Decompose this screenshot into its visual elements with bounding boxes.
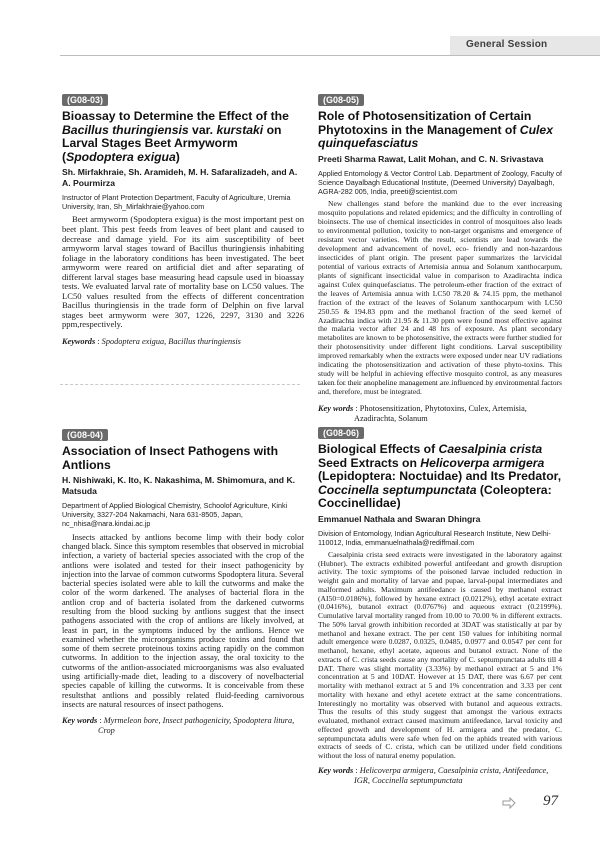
article-affiliation: Instructor of Plant Protection Department, Faculty of Agriculture, Uremia University, Iran, Sh_Mirfakhraie@yahoo.com — [62, 193, 291, 212]
page-number: 97 — [543, 793, 558, 809]
article-affiliation: Department of Applied Biological Chemistry, Schoolof Agriculture, Kinki University, 3327-204 Nakamachi, Nara 631-8505, Japan, nc_nhisa@nara.kindai.ac.jp — [62, 501, 288, 529]
session-label: General Session — [466, 39, 548, 50]
article-authors: Emmanuel Nathala and Swaran Dhingra — [318, 513, 481, 524]
article-code: (G08-04) — [62, 429, 108, 441]
article-affiliation: Applied Entomology & Vector Control Lab. Department of Zoology, Faculty of Science Dayalbagh Educational Institute, (Deemed University) Dayalbagh, AGRA-282 005, India, preeti@scientist.com — [318, 168, 562, 196]
article-g08-05 — [318, 90, 562, 424]
article-abstract: Insects attacked by antlions become limp with their body color changed black. Since this symptom resembles that observed in microbial infection, a variety of bacterial species associated with the crop of the antlions were isolated and tested for their insect pathogenicity by injection into the larvae of common cutworms Spodoptera litura. Several bacterial species isolated were able to kill the cutworms and make the color of the worm darkened. The analyses of bacterial flora in the antlion crop and of bacteria isolated from the darkened cutworms resulting from the blood sucking by antlions suggest that the insect pathogens associated with the crop of antlions are likely involved, at least in part, in the symptoms induced by the antlions. Hence we examined whether the microorganisms produce toxins and found that some of them secrete proteinous toxins acting rapidly on the common cutworms. In addition to the injection assay, the oral toxicity to the cutworms of the antlion-associated microorganisms was also evaluated using artificially-made diet, leading to a discovery of novelbacterial species capable of killing the cutworms. It is conceivable from these resultsthat antlions and possibly related fluid-feeding carnivorous insects are natural resources of insect pathogens. — [62, 532, 304, 709]
article-authors: Sh. Mirfakhraie, Sh. Aramideh, M. H. Safaralizadeh, and A. A. Pourmirza — [62, 167, 298, 188]
article-code: (G08-03) — [62, 94, 108, 106]
article-title: Association of Insect Pathogens with Antlions — [62, 444, 279, 472]
article-abstract: New challenges stand before the mankind due to the ever increasing mosquito populations and related epidemics; and the difficulty in controlling of bioinsects. The use of chemical insecticides in control of mosquitoes also leads to environmental pollution, toxicity to non-target organisms and emergence of resistant vector varieties. With the result, scientists are lead towards the development and advancement of novel, eco- friendly and non-hazardous insecticides of plant origin. The present paper summarizes the larvicidal potential of various extracts of Artemisia annua and Solanum xanthocarpum, plants of significant insecticidal value in comparison to Azadirachta indica against Culex quinquefasciatus. The petroleum-ether fraction of the extract of the leaves of Artemisia annua with LC50 78.20 & 74.15 ppm, the methanol fraction of the extract of the leaves of Solanum xanthocarpum with LC50 250.55 & 194.83 ppm and the methanol fraction of the seed kernel of Azadirachta indica with 21.95 & 11.30 ppm were found most effective against the malaria vector after 24 and 48 hrs of exposure. As plant secondary metabolites are known to be photosensitive, the extracts were further studied for their photosensitivity under different light conditions. Larval susceptibility improved remarkably when the extracts were exposed under near UV radiations indicating the photosensitization and activation of these phyto-toxins. This study will be helpful in achieving effective mosquito control, as any measures taken for their anopheline management are influenced by environmental factors and, therefore, must be integrated. — [318, 199, 562, 397]
article-abstract: Beet armyworm (Spodoptera exigua) is the most important pest on beet plant. This pest feeds from leaves of beet plant and caused to decrease and damage yield. For its aim susceptibility of beet armyworm larval stages toward of Bacillus thuringiensis inhabiting foliage in the laboratory conditions has been investigated. The beet armyworm were reared on artificial diet and after separating of different larval stages base measuring head capsule used in bioassay tests. We evaluated larval rate of mortality base on LC50 values. The LC50 values resulted from the effects of different concentration Bacillus thuringiensis in the trade form of Delphin on five larval stages beet armyworm were 307, 1226, 2297, 3130 and 3226 ppm,respectively. — [62, 214, 304, 330]
arrow-right-icon — [502, 797, 516, 809]
article-code: (G08-05) — [318, 94, 364, 106]
article-keywords: Key words : Helicoverpa armigera, Caesalpinia crista, Antifeedance, IGR, Coccinella septumpunctata — [318, 765, 549, 785]
row-divider-left — [60, 384, 300, 385]
article-authors: H. Nishiwaki, K. Ito, K. Nakashima, M. Shimomura, and K. Matsuda — [62, 475, 296, 496]
article-keywords: Keywords : Spodoptera exigua, Bacillus thuringiensis — [62, 336, 241, 346]
article-g08-06 — [318, 423, 562, 786]
article-title: Role of Photosensitization of Certain Phytotoxins in the Management of Culex quinquefasciatus — [318, 109, 553, 150]
article-g08-03 — [62, 90, 304, 347]
header-rule — [60, 55, 450, 56]
article-title: Bioassay to Determine the Effect of the Bacillus thuringiensis var. kurstaki on Larval Stages Beet Armyworm (Spodoptera exigua) — [62, 109, 289, 164]
article-authors: Preeti Sharma Rawat, Lalit Mohan, and C. N. Srivastava — [318, 153, 544, 164]
article-g08-04 — [62, 425, 304, 736]
article-keywords: Key words : Photosensitization, Phytotoxins, Culex, Artemisia, Azadirachta, Solanum — [318, 404, 527, 424]
article-affiliation: Division of Entomology, Indian Agricultural Research Institute, New Delhi-110012, India, emmanuelnathala@rediffmail.com — [318, 528, 551, 547]
article-title: Biological Effects of Caesalpinia crista Seed Extracts on Helicoverpa armigera (Lepidoptera: Noctuidae) and Its Predator, Coccinella septumpunctata (Coleoptera: Coccinellidae) — [318, 442, 562, 510]
article-code: (G08-06) — [318, 427, 364, 439]
article-abstract: Caesalpinia crista seed extracts were investigated in the laboratory against (Hubner). The extracts exhibited powerful antifeedant and growth disruption activity. The toxic symptoms of the poisoned larvae included reduction in weight gain and mortality of larvae and pupae, larval-pupal intermediates and malformed adults. Maximum antifeedance is caused by methanol extract (AI50=0.0186%), followed by hexane extract (0.0212%), ethyl acetate extract (0.0416%), butanol extract (0.0767%) and aqueous extract (0.2199%). Cumulative larval mortality ranged from 10.00 to 70.00 % in different extracts. The 50% larval growth inhibition recorded at 3DAT was statistically at par by methanol and hexane extract. The per cent 150 values for inhibiting normal adult emergence were 0.0287, 0.0325, 0.0485, 0.0977 and 0.0547 per cent for methanol, hexane, ethyl acetate, aqueous and butanol extract. None of the extracts of C. crista seeds cause any mortality of C. septumpunctata adults till 4 DAT. There was slight mortality (3.33%) by methanol extract at 5 and 1% concentration at 5 and 10DAT. However at 15 DAT, there was 6.67 per cent mortality with methanol extract at 5 and 1% concentration and 3.33 per cent mortality with hexane and ethyl acetete extract at the same concentrations. Interestingly no mortality was observed with butanol and aqueous extracts. Thus the results of this study suggest that amongst the various extracts evaluated, methanol extract caused maximum antifeedance, larval toxicity and effected growth and development of H. armigera and the predator, C. septumpunctata adults were safe when fed on the aphids treated with various extracts of seeds of C. crista, which can be utilized under field conditions without the loss of natural enemy population. — [318, 549, 562, 761]
session-tab — [450, 36, 600, 56]
article-keywords: Key words : Myrmeleon bore, Insect pathogenicity, Spodoptera litura, Crop — [62, 716, 295, 736]
